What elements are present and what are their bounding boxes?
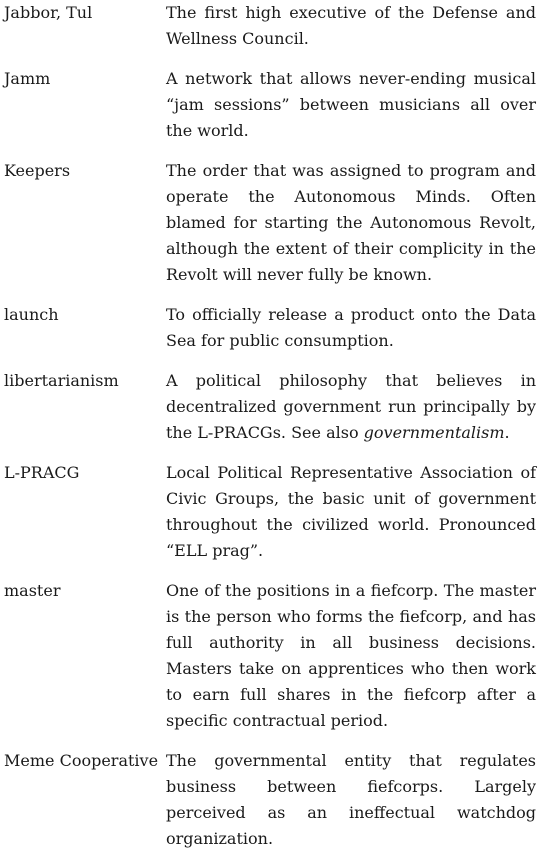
glossary-definition: The first high executive of the Defense and Wellness Council. [166,3,536,48]
glossary-definition: To officially release a product onto the Data Sea for public consumption. [166,305,536,350]
glossary-entry-libertarianism [4,368,538,446]
definition-text: A political philosophy that believes in decentralized government run principally by the L-PRACGs. See also [166,371,536,442]
glossary-entry-jabbor [4,0,538,52]
glossary-entry-master [4,578,538,734]
glossary-definition: A network that allows never-ending musical “jam sessions” between musicians all over the world. [166,69,536,140]
definition-end: . [504,423,510,442]
glossary-entry-jamm [4,66,538,144]
glossary-entry-meme-cooperative [4,748,538,852]
glossary [4,0,538,852]
glossary-entry-launch [4,302,538,354]
glossary-term: Keepers [4,161,71,180]
glossary-definition [166,368,536,446]
glossary-term: master [4,581,61,600]
glossary-definition: The governmental entity that regulates business between fiefcorps. Largely perceived as an ineffectual watchdog organization. [166,751,536,848]
glossary-term: L-PRACG [4,463,80,482]
glossary-term: libertarianism [4,371,119,390]
glossary-definition: One of the positions in a fiefcorp. The master is the person who forms the fiefcorp, and has full authority in all business decisions. Masters take on apprentices who then work to earn full shares in the fiefcorp after a specific contractual period. [166,581,536,730]
glossary-definition: Local Political Representative Association of Civic Groups, the basic unit of government throughout the civilized world. Pronounced “ELL prag”. [166,463,536,560]
glossary-entry-keepers [4,158,538,288]
glossary-term: Jabbor, Tul [4,3,93,22]
glossary-term: launch [4,305,59,324]
see-also-term: governmentalism [363,423,505,442]
glossary-term: Jamm [4,69,51,88]
glossary-entry-l-pracg [4,460,538,564]
glossary-term: Meme Cooperative [4,751,159,770]
glossary-definition: The order that was assigned to program and operate the Autonomous Minds. Often blamed for starting the Autonomous Revolt, although the extent of their complicity in the Revolt will never fully be known. [166,161,536,284]
